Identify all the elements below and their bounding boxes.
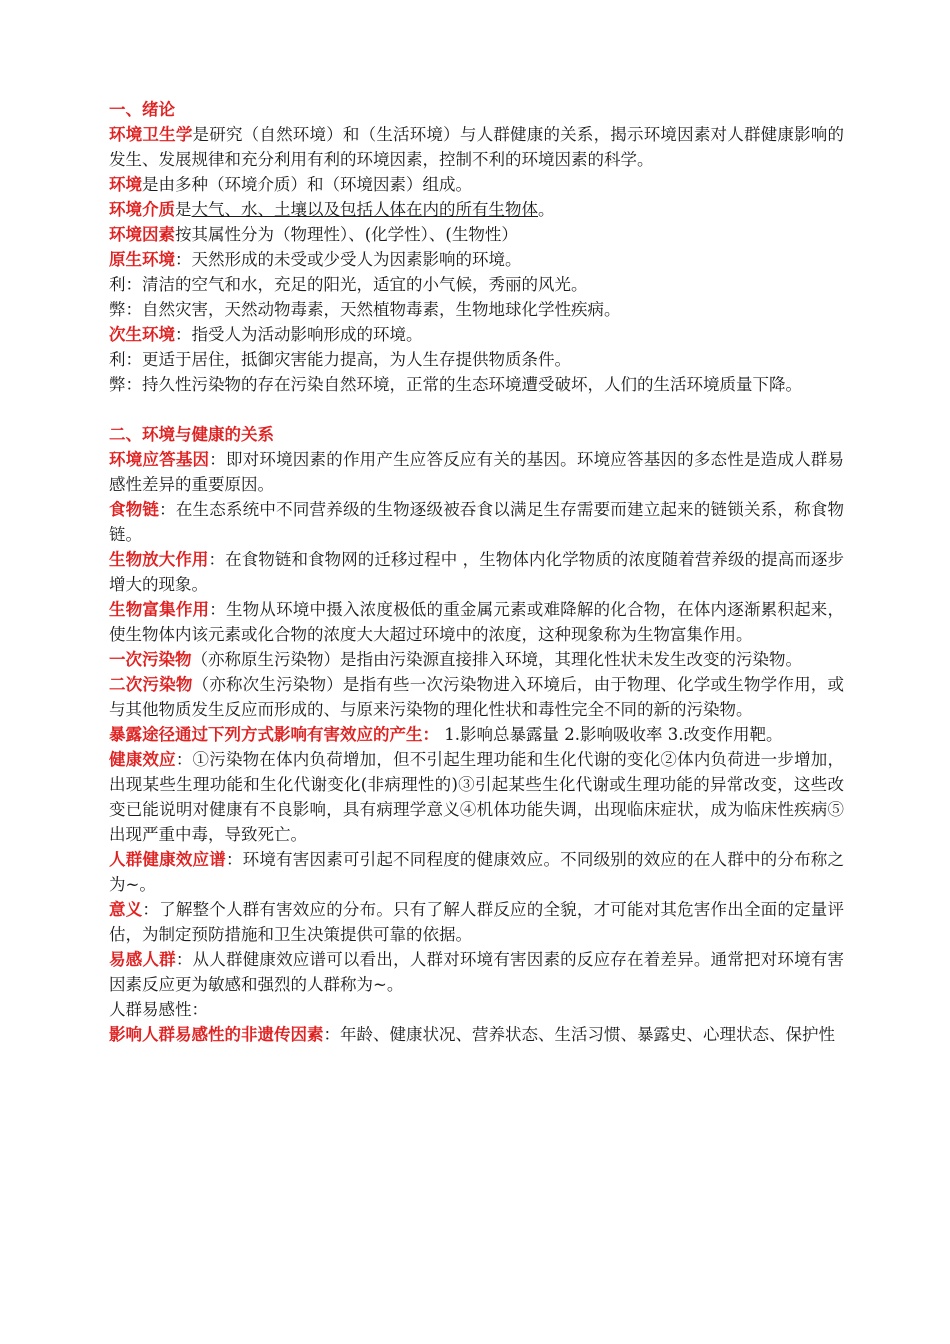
term: 一次污染物 <box>109 650 192 669</box>
primary-env-pros: 利：清洁的空气和水，充足的阳光，适宜的小气候，秀丽的风光。 <box>109 275 588 294</box>
term: 环境介质 <box>109 200 175 219</box>
definition-secondary-environment <box>109 322 844 347</box>
definition-biomagnification <box>109 547 844 597</box>
definition-text: 是研究（自然环境）和（生活环境）与人群健康的关系，揭示环境因素对人群健康影响的发生、发展规律和充分利用有利的环境因素，控制不利的环境因素的科学。 <box>109 125 845 169</box>
term: 生物富集作用 <box>109 600 210 619</box>
definition-text: 是 <box>175 200 192 219</box>
definition-health-effects <box>109 747 844 847</box>
definition-text: ：在生态系统中不同营养级的生物逐级被吞食以满足生存需要而建立起来的链锁关系，称食物链。 <box>109 500 845 544</box>
definition-text: ：环境有害因素可引起不同程度的健康效应。不同级别的效应的在人群中的分布称之为~。 <box>109 850 845 894</box>
definition-text: ：在食物链和食物网的迁移过程中 ，生物体内化学物质的浓度随着营养级的提高而逐步增大的现象。 <box>109 550 844 594</box>
population-susceptibility-label: 人群易感性： <box>109 1000 208 1019</box>
term: 生物放大作用 <box>109 550 209 569</box>
term: 次生环境 <box>109 325 175 344</box>
definition-primary-pollutant <box>109 647 844 672</box>
term: 影响人群易感性的非遗传因素 <box>109 1025 324 1044</box>
definition-text: 按其属性分为（物理性）、(化学性）、(生物性） <box>175 225 518 244</box>
term: 环境卫生学 <box>109 125 193 144</box>
definition-significance <box>109 897 844 947</box>
definition-text: 是由多种（环境介质）和（环境因素）组成。 <box>142 175 472 194</box>
term: 二次污染物 <box>109 675 193 694</box>
definition-response-genes <box>109 447 844 497</box>
definition-text: （亦称原生污染物）是指由污染源直接排入环境，其理化性状未发生改变的污染物。 <box>191 650 802 669</box>
term: 原生环境 <box>109 250 175 269</box>
definition-text: ：即对环境因素的作用产生应答反应有关的基因。环境应答基因的多态性是造成人群易感性差异的重要原因。 <box>109 450 845 494</box>
definition-text: 。 <box>538 200 555 219</box>
definition-text: ：指受人为活动影响形成的环境。 <box>175 325 423 344</box>
definition-text: ：年龄、健康状况、营养状态、生活习惯、暴露史、心理状态、保护性 <box>323 1025 835 1044</box>
definition-environmental-hygiene <box>109 122 844 172</box>
term: 环境 <box>109 175 142 194</box>
section-spacer <box>109 397 844 422</box>
definition-text: 1.影响总暴露量 2.影响吸收率 3.改变作用靶。 <box>439 725 783 744</box>
exposure-pathway-effects <box>109 722 844 747</box>
term: 环境应答基因 <box>109 450 210 469</box>
definition-text: ：生物从环境中摄入浓度极低的重金属元素或难降解的化合物，在体内逐渐累积起来，使生物体内该元素或化合物的浓度大大超过环境中的浓度，这种现象称为生物富集作用。 <box>109 600 845 644</box>
definition-environment <box>109 172 844 197</box>
term: 健康效应 <box>109 750 176 769</box>
definition-food-chain <box>109 497 844 547</box>
definition-text: ：①污染物在体内负荷增加，但不引起生理功能和生化代谢的变化②体内负荷进一步增加，出现某些生理功能和生化代谢变化(非病理性的)③引起某些生化代谢或生理功能的异常改变，这些改变已能说明对健康有不良影响，具有病理学意义④机体功能失调，出现临床症状，成为临床性疾病⑤出现严重中毒，导致死亡。 <box>109 750 845 844</box>
term: 食物链 <box>109 500 160 519</box>
definition-environmental-factors <box>109 222 844 247</box>
definition-secondary-pollutant <box>109 672 844 722</box>
term: 易感人群 <box>109 950 176 969</box>
definition-text: ：从人群健康效应谱可以看出，人群对环境有害因素的反应存在着差异。通常把对环境有害因素反应更为敏感和强烈的人群称为~。 <box>109 950 845 994</box>
definition-environmental-media <box>109 197 844 222</box>
definition-primary-environment <box>109 247 844 272</box>
definition-susceptible-population <box>109 947 844 997</box>
secondary-env-cons: 弊：持久性污染物的存在污染自然环境，正常的生态环境遭受破坏，人们的生活环境质量下降。 <box>109 375 802 394</box>
definition-bioaccumulation <box>109 597 844 647</box>
definition-health-effect-spectrum <box>109 847 844 897</box>
document-body <box>109 97 844 1047</box>
definition-text: ：了解整个人群有害效应的分布。只有了解人群反应的全貌，才可能对其危害作出全面的定量评估，为制定预防措施和卫生决策提供可靠的依据。 <box>109 900 845 944</box>
term: 意义 <box>109 900 143 919</box>
secondary-env-pros: 利：更适于居住，抵御灾害能力提高，为人生存提供物质条件。 <box>109 350 571 369</box>
section-heading-intro: 一、绪论 <box>109 100 175 119</box>
term: 暴露途径通过下列方式影响有害效应的产生： <box>109 725 439 744</box>
underlined-text: 大气、水、土壤以及包括人体在内的所有生物体 <box>191 200 538 219</box>
definition-text: （亦称次生污染物）是指有些一次污染物进入环境后，由于物理、化学或生物学作用，或与其他物质发生反应而形成的、与原来污染物的理化性状和毒性完全不同的新的污染物。 <box>109 675 845 719</box>
non-genetic-susceptibility-factors <box>109 1022 844 1047</box>
term: 环境因素 <box>109 225 175 244</box>
primary-env-cons: 弊：自然灾害，天然动物毒素，天然植物毒素，生物地球化学性疾病。 <box>109 300 621 319</box>
term: 人群健康效应谱 <box>109 850 226 869</box>
section-heading-environment-health: 二、环境与健康的关系 <box>109 425 274 444</box>
definition-text: ：天然形成的未受或少受人为因素影响的环境。 <box>175 250 522 269</box>
